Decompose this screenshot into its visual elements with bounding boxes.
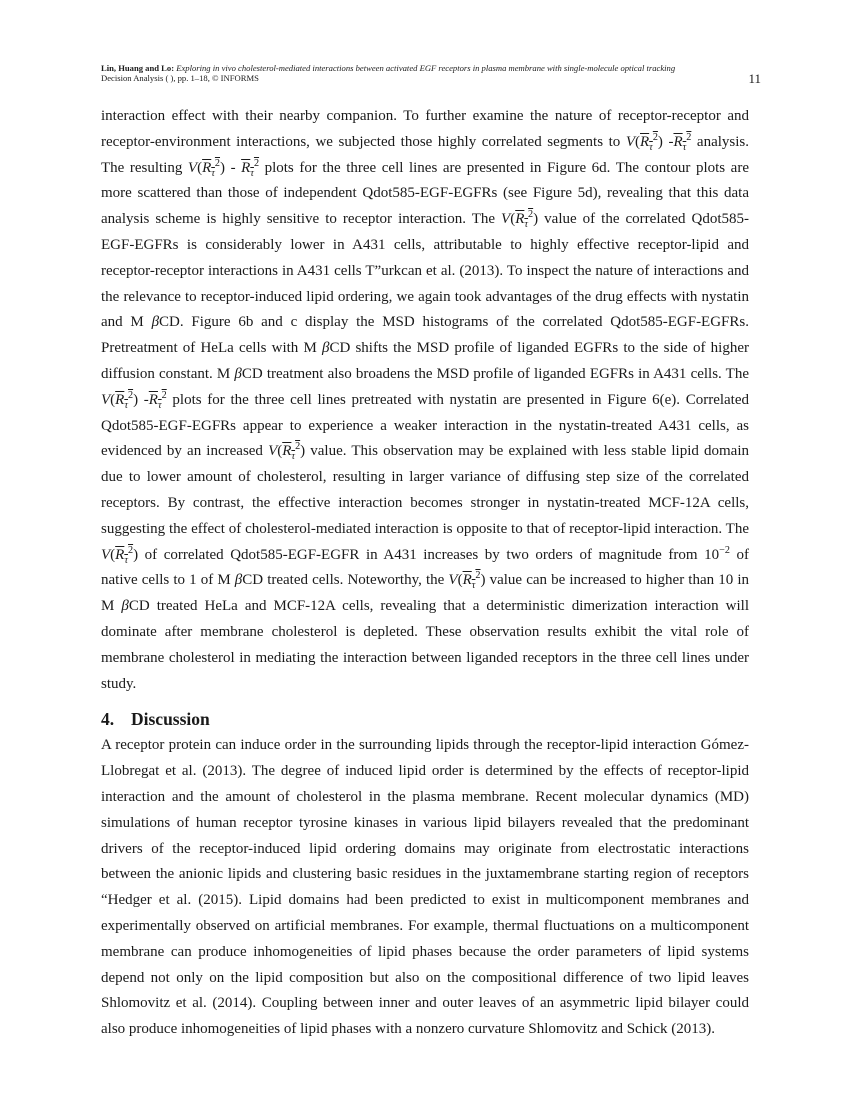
header-authors: Lin, Huang and Lo:: [101, 63, 175, 73]
text-span: CD treated cells. Noteworthy, the: [242, 572, 449, 589]
math-symbol-v: V: [268, 443, 278, 460]
math-symbol-v: V: [101, 546, 111, 563]
math-symbol-r: R: [673, 133, 683, 150]
text-span: analysis. The resulting: [101, 133, 750, 176]
math-mean-square-expression: [241, 157, 260, 179]
math-symbol-beta: β: [151, 314, 160, 331]
math-symbol-r: R: [462, 572, 472, 589]
math-paren-close: ): [220, 159, 226, 176]
math-symbol-r: R: [515, 211, 525, 228]
math-overline-term: [673, 131, 692, 153]
text-span: interaction effect with their nearby companion. To further examine the nature of receptor-receptor and receptor-environment interactions, we subjected those highly correlated segments to: [101, 108, 749, 150]
exponent-negative-two: −2: [719, 544, 730, 556]
math-subscript-tau: τ: [471, 580, 476, 592]
math-symbol-beta: β: [234, 365, 242, 382]
math-paren-close: ): [133, 546, 139, 563]
math-symbol-v: V: [625, 133, 635, 150]
paragraph-discussion: A receptor protein can induce order in the surrounding lipids through the receptor-lipid interaction Gómez-Llobregat et al. (2013). The degree of induced lipid order is determined by the effects of receptor-lipid interaction and the amount of cholesterol in the plasma membrane. Recent molecular dynamics (MD) simulations of human receptor tyrosine kinases in various lipid bilayers revealed that the predominant drivers of the receptor-induced lipid ordering domains may originate from electrostatic interactions between the anionic lipids and clustering basic residues in the juxtamembrane starting region of receptors “Hedger et al. (2015). Lipid domains had been predicted to exist in multicomponent membranes and experimentally observed on artificial membranes. For example, thermal fluctuations on a multicomponent membrane can produce inhomogeneities of lipid phases because the order parameters of lipid systems depend not only on the lipid composition but also on the compositional difference of two lipid leaves Shlomovitz et al. (2014). Coupling between inner and outer leaves of an asymmetric lipid bilayer could also produce inhomogeneities of lipid phases with a nonzero curvature Shlomovitz and Schick (2013).: [101, 737, 749, 1038]
math-superscript-two: 2: [128, 389, 134, 401]
math-paren-open: (: [510, 211, 516, 228]
page-number: 11: [748, 71, 761, 86]
text-span: value of the correlated Qdot585-EGF-EGFRs is considerably lower in A431 cells, attributable to highly effective receptor-lipid and receptor-receptor interactions in A431 cells T”urkcan et al. (2013). To inspect the nature of interactions and the relevance to receptor-induced lipid ordering, we again took advantages of the drug effects with nystatin and M: [101, 211, 749, 331]
math-beta: [152, 314, 159, 330]
main-text: [101, 104, 749, 1043]
math-dash: -: [662, 133, 674, 150]
math-symbol-r: R: [115, 546, 125, 563]
math-superscript-two: 2: [128, 544, 134, 556]
math-superscript-two: 2: [475, 570, 481, 582]
math-paren-close: ): [133, 391, 139, 408]
text-span: CD shifts the MSD profile of liganded EGFRs to the side of higher diffusion constant. M: [101, 340, 749, 382]
math-variance-expression: [187, 157, 226, 179]
math-subscript-tau: τ: [211, 167, 215, 179]
math-overline-term: [148, 389, 167, 411]
text-span: plots for the three cell lines pretreated with nystatin are presented in Figure 6(e). Correlated Qdot585-EGF-EGFRs appear to experience a weaker interaction in the nystatin-treated A431 cells, as evidenced by an increased: [101, 391, 750, 460]
math-dash: -: [225, 159, 242, 176]
math-subscript-tau: τ: [524, 219, 529, 231]
math-subscript-tau: τ: [250, 167, 254, 179]
math-symbol-beta: β: [321, 340, 330, 357]
text-span: plots for the three cell lines are presented in Figure 6d. The contour plots are more scattered than those of independent Qdot585-EGF-EGFRs (see Figure 5d), revealing that this data analysis scheme is highly sensitive to receptor interaction. The: [101, 159, 749, 228]
math-paren-open: (: [635, 133, 640, 150]
math-overline-term: [462, 570, 481, 592]
math-subscript-tau: τ: [124, 399, 128, 411]
math-subscript-tau: τ: [649, 141, 653, 153]
header-citation-line: [101, 63, 761, 73]
math-variance-expression: [101, 389, 139, 411]
math-superscript-two: 2: [253, 157, 260, 169]
math-mean-square-expression: [148, 389, 167, 411]
math-symbol-r: R: [202, 159, 212, 176]
text-span: value. This observation may be explained with less stable lipid domain due to lower amount of cholesterol, resulting in larger variance of diffusing step size of the correlated receptors. By contrast, the effective interaction becomes stronger in nystatin-treated MCF-12A cells, suggesting the effect of cholesterol-mediated interaction is opposite to that of receptor-lipid interaction. The: [101, 443, 749, 537]
running-header: [101, 63, 761, 86]
math-paren-open: (: [457, 572, 463, 589]
text-span: CD. Figure 6b and c display the MSD histograms of the correlated Qdot585-EGF-EGFRs. Pretreatment of HeLa cells with M: [101, 314, 749, 357]
text-span: CD treatment also broadens the MSD profile of liganded EGFRs in A431 cells. The: [241, 365, 749, 382]
text-span: of correlated Qdot585-EGF-EGFR in A431 increases by two orders of magnitude from 10: [138, 546, 720, 563]
section-number: 4.: [101, 709, 115, 730]
math-superscript-two: 2: [686, 131, 692, 143]
math-subscript-tau: τ: [291, 451, 296, 463]
math-paren-close: ): [657, 133, 663, 150]
math-symbol-beta: β: [234, 572, 243, 589]
math-paren-open: (: [197, 159, 203, 176]
math-symbol-r: R: [282, 443, 292, 460]
math-subscript-tau: τ: [682, 141, 687, 153]
math-symbol-r: R: [148, 391, 158, 408]
math-variance-expression: [101, 544, 139, 566]
math-variance-expression: [448, 570, 486, 592]
math-superscript-two: 2: [161, 389, 167, 401]
math-paren-close: ): [480, 572, 486, 589]
math-superscript-two: 2: [528, 209, 534, 221]
math-paren-open: (: [277, 443, 283, 460]
math-subscript-tau: τ: [124, 554, 128, 566]
math-beta: [234, 366, 241, 382]
math-symbol-v: V: [501, 211, 511, 228]
math-overline-term: [640, 131, 658, 153]
math-overline-term: [202, 157, 221, 179]
math-subscript-tau: τ: [157, 399, 162, 411]
math-symbol-v: V: [101, 391, 111, 408]
section-heading-discussion: [101, 707, 749, 731]
header-journal: Decision Analysis ( ), pp. 1–18, © INFORMS: [101, 73, 259, 83]
math-superscript-two: 2: [652, 131, 658, 143]
header-article-title: Exploring in vivo cholesterol-mediated interactions between activated EGF receptors in plasma membrane with single-molecule optical tracking: [176, 63, 676, 73]
math-dash: -: [138, 391, 149, 408]
math-symbol-beta: β: [121, 598, 129, 615]
math-overline-term: [241, 157, 260, 179]
math-overline-term: [282, 441, 301, 463]
math-variance-expression: [625, 131, 663, 153]
math-beta: [121, 598, 128, 614]
math-mean-square-expression: [673, 131, 692, 153]
math-overline-term: [115, 544, 134, 566]
text-span: of native cells to 1 of M: [101, 546, 750, 589]
math-superscript-two: 2: [295, 441, 301, 453]
math-variance-expression: [501, 209, 539, 231]
math-variance-expression: [268, 441, 306, 463]
math-symbol-v: V: [187, 159, 198, 176]
math-symbol-r: R: [115, 391, 125, 408]
math-symbol-r: R: [640, 133, 650, 150]
math-paren-close: ): [533, 211, 539, 228]
math-overline-term: [115, 389, 134, 411]
text-span: value can be increased to higher than 10 in M: [101, 572, 749, 615]
paragraph-correlated-analysis: [101, 104, 749, 697]
math-superscript-two: 2: [214, 157, 221, 169]
math-symbol-v: V: [448, 572, 458, 589]
math-paren-open: (: [110, 546, 116, 563]
math-symbol-r: R: [241, 159, 251, 176]
section-title: Discussion: [131, 709, 210, 730]
math-paren-close: ): [300, 443, 306, 460]
text-span: CD treated HeLa and MCF-12A cells, revealing that a deterministic dimerization interaction will dominate after membrane cholesterol is depleted. These observation results exhibit the vital role of membrane cholesterol in mediating the interaction between liganded receptors in the three cell lines under study.: [101, 598, 750, 692]
math-overline-term: [515, 209, 534, 231]
math-paren-open: (: [110, 391, 116, 408]
